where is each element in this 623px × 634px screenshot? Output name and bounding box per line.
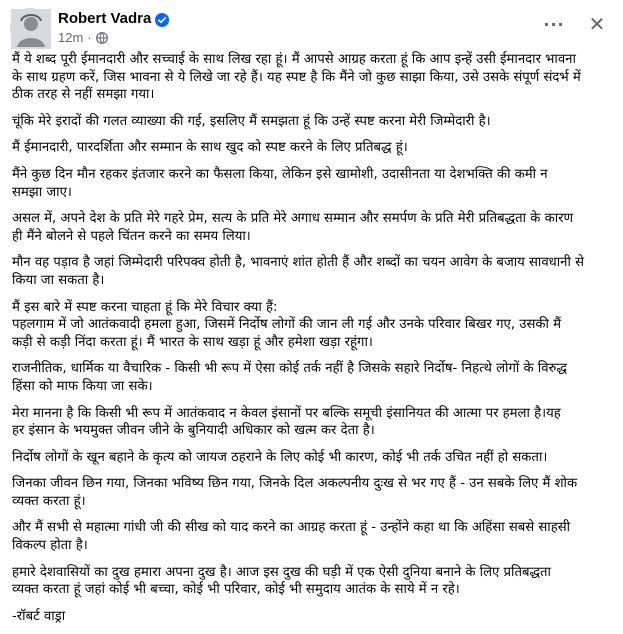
more-options-icon[interactable]: ··· (543, 14, 565, 34)
post-paragraph: मेरा मानना है कि किसी भी रूप में आतंकवाद न केवल इंसानों पर बल्कि समूची इंसानियत की आत्मा पर हमला है।यह हर इंसान के भयमुक्त जीवन जीने के बुनियादी अधिकार को खत्म कर देता है। (12, 405, 561, 439)
post-paragraph: जिनका जीवन छिन गया, जिनका भविष्य छिन गया, जिनके दिल अकल्पनीय दुःख से भर गए हैं - उन सबके लिए मैं शोक व्यक्त करता हूं। (12, 476, 578, 509)
avatar-image (11, 9, 51, 49)
post-paragraph: मैं ये शब्द पूरी ईमानदारी और सच्चाई के साथ लिख रहा हूं। मैं आपसे आग्रह करता हूं कि आप इन्हें उसी ईमानदार भावना के साथ ग्रहण करें, जिस भावना से ये लिखे जा रहे हैं। यह स्पष्ट है कि मैंने जो कुछ साझा किया, उसे उसके संपूर्ण संदर्भ में ठीक तरह से नहीं समझा गया। (12, 52, 581, 103)
post-paragraph: मैं इस बारे में स्पष्ट करना चाहता हूं कि मेरे विचार क्या हैं: पहलगाम में जो आतंकवादी हमला हुआ, जिसमें निर्दोष लोगों की जान ली गई और उनके परिवार बिखर गए, उसकी मैं कड़ी से कड़ी निंदा करता हूं। मैं भारत के साथ खड़ा हूं और हमेशा खड़ा रहूंगा। (12, 299, 561, 350)
post-paragraph: असल में, अपने देश के प्रति मेरे गहरे प्रेम, सत्य के प्रति मेरे अगाध सम्मान और समर्पण के प्रति मेरी प्रतिबद्धता के कारण ही मैंने बोलने से पहले चिंतन करने का समय लिया। (12, 211, 574, 244)
post-paragraph: निर्दोष लोगों के खून बहाने के कृत्य को जायज ठहराने के लिए कोई भी कारण, कोई भी तर्क उचित नहीं हो सकता। (12, 449, 548, 465)
post-paragraph: मौन वह पड़ाव है जहां जिम्मेदारी परिपक्व होती है, भावनाएं शांत होती हैं और शब्दों का चयन आवेग के बजाय सावधानी से किया जा सकता है। (12, 255, 585, 288)
post-header (10, 8, 615, 46)
post-paragraph: मैंने कुछ दिन मौन रहकर इंतजार करने का फैसला किया, लेकिन इसे खामोशी, उदासीनता या देशभक्ति की कमी न समझा जाए। (12, 166, 548, 200)
post-paragraph: राजनीतिक, धार्मिक या वैचारिक - किसी भी रूप में ऐसा कोई तर्क नहीं है जिसके सहारे निर्दोष- निहत्थे लोगों के विरुद्ध हिंसा को माफ किया जा सके। (12, 361, 567, 394)
post-paragraph: मैं ईमानदारी, पारदर्शिता और सम्मान के साथ खुद को स्पष्ट करने के लिए प्रतिबद्ध हूं। (12, 140, 408, 156)
post-meta (58, 30, 108, 45)
post-body (12, 51, 617, 634)
post-timestamp[interactable]: 12m (58, 30, 84, 45)
post-paragraph: हमारे देशवासियों का दुख हमारा अपना दुख है। आज इस दुख की घड़ी में एक ऐसी दुनिया बनाने के लिए प्रतिबद्धता व्यक्त करता हूं जहां कोई भी बच्चा, कोई भी परिवार, कोई भी समुदाय आतंक के साये में न रहे। (12, 564, 551, 598)
author-name[interactable]: Robert Vadra (58, 10, 152, 27)
post-signature: -रॉबर्ट वाड्रा (12, 608, 66, 624)
post-paragraph: चूंकि मेरे इरादों की गलत व्याख्या की गई, इसलिए मैं समझता हूं कि उन्हें स्पष्ट करना मेरी जिम्मेदारी है। (12, 113, 491, 129)
post-paragraph: और मैं सभी से महात्मा गांधी जी की सीख को याद करने का आग्रह करता हूं - उन्होंने कहा था कि अहिंसा सबसे साहसी विकल्प होता है। (12, 520, 571, 554)
close-icon[interactable]: ✕ (588, 12, 606, 36)
author-row (58, 10, 169, 27)
avatar[interactable] (10, 8, 50, 48)
verified-badge-icon (155, 12, 169, 26)
meta-separator: · (87, 30, 92, 45)
globe-icon[interactable] (96, 32, 108, 44)
